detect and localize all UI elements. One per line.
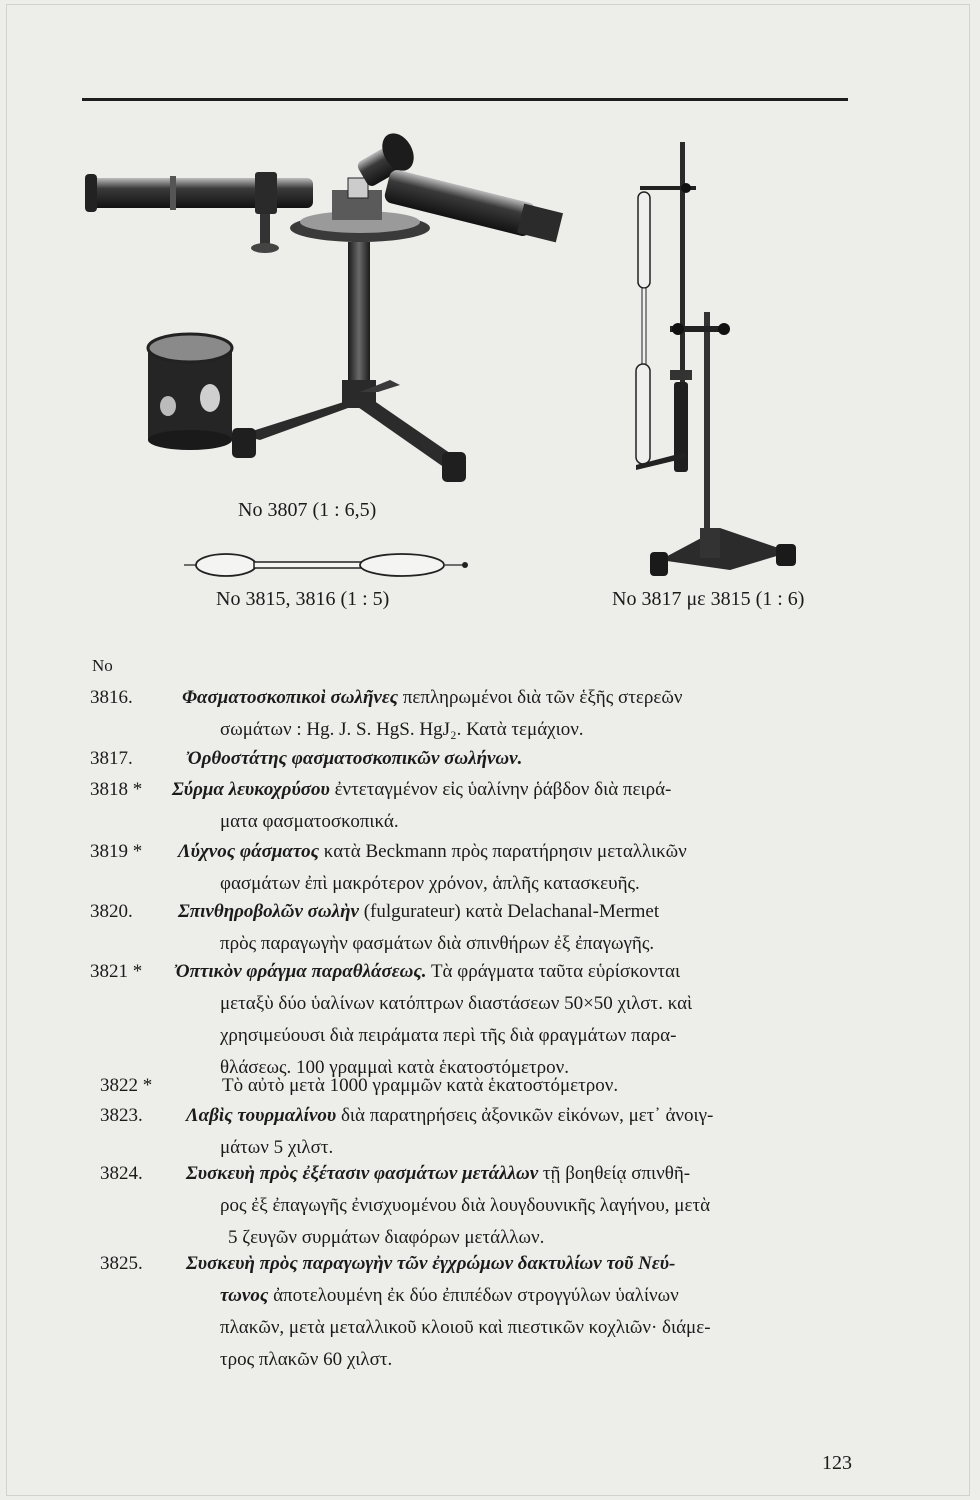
entry-line: 5 ζευγῶν συρμάτων διαφόρων μετάλλων. bbox=[228, 1227, 545, 1248]
entry-3821 bbox=[90, 956, 860, 1084]
entry-title: Ὀρθοστάτης φασματοσκοπικῶν σωλήνων. bbox=[186, 748, 523, 769]
entry-line: ρος ἐξ ἐπαγωγῆς ἐνισχυομένου διὰ λουγδουνικῆς λαγήνου, μετὰ bbox=[220, 1195, 711, 1216]
entry-number: 3816. bbox=[90, 687, 133, 708]
entry-title: Λύχνος φάσματος bbox=[178, 841, 320, 862]
entry-text: Τὰ φράγματα ταῦτα εὑρίσκονται bbox=[426, 961, 681, 982]
entry-title: Συσκευὴ πρὸς παραγωγὴν τῶν ἐγχρώμων δακτυλίων τοῦ Νεύ- bbox=[186, 1253, 676, 1274]
entry-line: θλάσεως. 100 γραμμαὶ κατὰ ἑκατοστόμετρον. bbox=[220, 1057, 569, 1078]
entry-line: ματα φασματοσκοπικά. bbox=[220, 811, 399, 832]
entry-line: πρὸς παραγωγὴν φασμάτων διὰ σπινθήρων ἐξ ἐπαγωγῆς. bbox=[220, 933, 655, 954]
entry-number: 3820. bbox=[90, 901, 133, 922]
entry-text: (fulgurateur) κατὰ Delachanal-Mermet bbox=[358, 901, 660, 922]
entry-3825 bbox=[90, 1248, 860, 1376]
entry-line: φασμάτων ἐπὶ μακρότερον χρόνον, ἁπλῆς κατασκευῆς. bbox=[220, 873, 640, 894]
spectroscope-caption: No 3807 (1 : 6,5) bbox=[238, 499, 377, 521]
entry-title: Συσκευὴ πρὸς ἐξέτασιν φασμάτων μετάλλων bbox=[186, 1163, 539, 1184]
entry-title: Ὀπτικὸν φράγμα παραθλάσεως. bbox=[174, 961, 427, 982]
entry-line: τωνος ἀποτελουμένη ἐκ δύο ἐπιπέδων στρογγύλων ὑαλίνων bbox=[220, 1285, 679, 1306]
entry-3816 bbox=[90, 682, 860, 746]
entry-number: 3825. bbox=[100, 1253, 143, 1274]
entry-text: ἐντεταγμένον εἰς ὑαλίνην ῥάβδον διὰ πειρά- bbox=[329, 779, 672, 800]
page-number: 123 bbox=[822, 1452, 852, 1474]
entry-title-continuation: τωνος bbox=[220, 1285, 269, 1306]
entry-3819 bbox=[90, 836, 860, 900]
entry-text: Τὸ αὐτὸ μετὰ 1000 γραμμῶν κατὰ ἑκατοστόμετρον. bbox=[222, 1075, 619, 1096]
entry-line: σωμάτων : Hg. J. S. HgS. HgJ₂. Κατὰ τεμάχιον. bbox=[220, 719, 584, 740]
entry-number: 3818 * bbox=[90, 779, 143, 800]
entry-text: διὰ παρατηρήσεις ἀξονικῶν εἰκόνων, μετ᾽ ἀνοιγ- bbox=[336, 1105, 714, 1126]
entry-3817 bbox=[90, 743, 860, 775]
entry-line: πλακῶν, μετὰ μεταλλικοῦ κλοιοῦ καὶ πιεστικῶν κοχλιῶν· διάμε- bbox=[220, 1317, 711, 1338]
entry-text: πεπληρωμένοι διὰ τῶν ἑξῆς στερεῶν bbox=[398, 687, 683, 708]
entry-title: Σύρμα λευκοχρύσου bbox=[172, 779, 330, 800]
entry-number: 3823. bbox=[100, 1105, 143, 1126]
entry-text: τῇ βοηθείᾳ σπινθῆ- bbox=[538, 1163, 691, 1184]
tube-caption: No 3815, 3816 (1 : 5) bbox=[216, 588, 390, 610]
entry-number: 3824. bbox=[100, 1163, 143, 1184]
entry-title: Σπινθηροβολῶν σωλὴν bbox=[178, 901, 359, 922]
entry-line: μάτων 5 χιλστ. bbox=[220, 1137, 334, 1158]
tube-stand-illustration bbox=[620, 140, 810, 580]
entry-3822 bbox=[90, 1070, 860, 1102]
stand-caption: No 3817 με 3815 (1 : 6) bbox=[612, 588, 805, 610]
spectroscope-illustration bbox=[80, 130, 580, 500]
entry-3820 bbox=[90, 896, 860, 960]
entry-number: 3817. bbox=[90, 748, 133, 769]
entry-line: μεταξὺ δύο ὑαλίνων κατόπτρων διαστάσεων 50×50 χιλστ. καὶ bbox=[220, 993, 693, 1014]
entry-line: χρησιμεύουσι διὰ πειράματα περὶ τῆς διὰ φραγμάτων παρα- bbox=[220, 1025, 677, 1046]
entry-title: Λαβὶς τουρμαλίνου bbox=[186, 1105, 337, 1126]
top-rule bbox=[82, 98, 848, 101]
entry-number: 3822 * bbox=[100, 1075, 153, 1096]
spectral-tube-illustration bbox=[180, 548, 470, 582]
entry-3824 bbox=[90, 1158, 860, 1254]
entry-number: 3821 * bbox=[90, 961, 143, 982]
entry-title: Φασματοσκοπικοὶ σωλῆνες bbox=[182, 687, 399, 708]
entry-number: 3819 * bbox=[90, 841, 143, 862]
number-column-header: No bbox=[92, 656, 113, 675]
entry-3818 bbox=[90, 774, 860, 838]
entry-line: τρος πλακῶν 60 χιλστ. bbox=[220, 1349, 393, 1370]
entry-text: κατὰ Beckmann πρὸς παρατήρησιν μεταλλικῶν bbox=[319, 841, 687, 862]
entry-3823 bbox=[90, 1100, 860, 1164]
